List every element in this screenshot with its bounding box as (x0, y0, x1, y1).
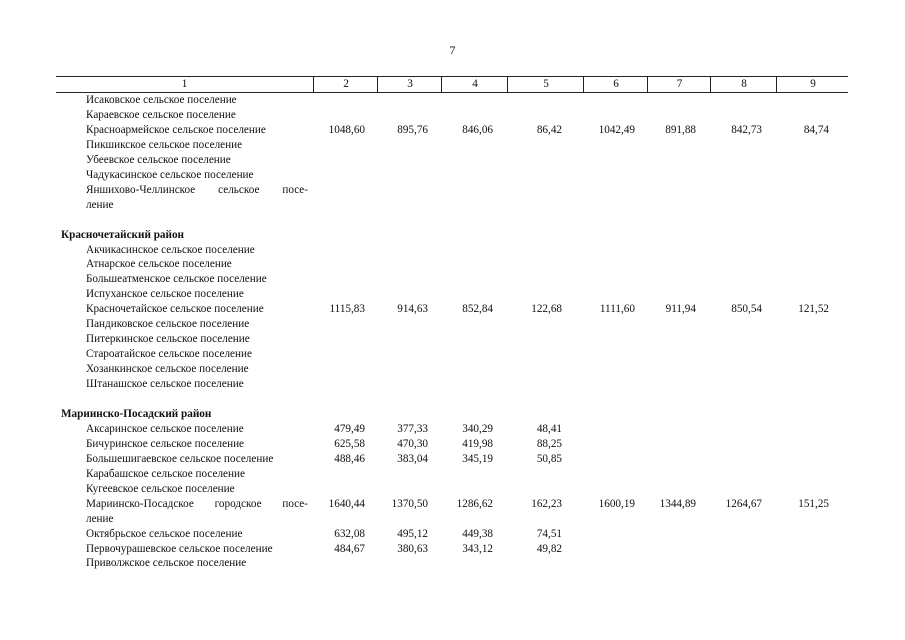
district-row (0, 407, 905, 422)
value-cell-col-3: 377,33 (397, 422, 428, 435)
value-cell-col-4: 419,98 (462, 437, 493, 450)
value-cell-col-2: 1048,60 (328, 123, 365, 136)
settlement-name: Хозанкинское сельское поселение (86, 363, 249, 376)
table-header (56, 76, 848, 93)
table-row (0, 512, 905, 527)
value-cell-col-5: 162,23 (531, 497, 562, 510)
value-cell-col-2: 488,46 (334, 452, 365, 465)
column-header-3: 3 (377, 77, 442, 92)
value-cell-col-5: 48,41 (536, 422, 562, 435)
page-number: 7 (449, 43, 456, 57)
value-cell-col-2: 484,67 (334, 542, 365, 555)
settlement-name: Питеркинское сельское поселение (86, 333, 250, 346)
value-cell-col-5: 74,51 (536, 527, 562, 540)
table-row (0, 93, 905, 108)
settlement-name: Чадукасинское сельское поселение (86, 168, 254, 181)
value-cell-col-7: 891,88 (665, 123, 696, 136)
district-name: Мариинско-Посадский район (61, 407, 212, 420)
settlement-name: Кугеевское сельское поселение (86, 482, 235, 495)
settlement-name: Убеевское сельское поселение (86, 153, 231, 166)
column-header-1: 1 (181, 78, 188, 90)
table-row (0, 302, 905, 317)
settlement-name: Карабашское сельское поселение (86, 467, 245, 480)
value-cell-col-5: 86,42 (536, 123, 562, 136)
column-header-5: 5 (507, 77, 584, 92)
settlement-name: ление (86, 198, 114, 211)
settlement-name: Приволжское сельское поселение (86, 557, 247, 570)
value-cell-col-9: 151,25 (798, 497, 829, 510)
value-cell-col-9: 84,74 (803, 123, 829, 136)
settlement-name: Староатайское сельское поселение (86, 348, 252, 361)
table-row (0, 243, 905, 258)
value-cell-col-4: 340,29 (462, 422, 493, 435)
column-header-6: 6 (583, 77, 648, 92)
table-row (0, 452, 905, 467)
column-header-8: 8 (710, 77, 777, 92)
table-row (0, 332, 905, 347)
settlement-name: Исаковское сельское поселение (86, 94, 237, 106)
value-cell-col-8: 842,73 (731, 123, 762, 136)
value-cell-col-4: 1286,62 (456, 497, 493, 510)
value-cell-col-7: 1344,89 (659, 497, 696, 510)
district-row (0, 228, 905, 243)
settlement-name: Пикшикское сельское поселение (86, 138, 243, 151)
table-row (0, 437, 905, 452)
value-cell-col-3: 914,63 (397, 303, 428, 316)
table-row (0, 347, 905, 362)
settlement-name: Караевское сельское поселение (86, 108, 236, 121)
value-cell-col-4: 846,06 (462, 123, 493, 136)
value-cell-col-6: 1111,60 (599, 303, 635, 316)
table-row (0, 317, 905, 332)
value-cell-col-2: 479,49 (334, 422, 365, 435)
table-row (0, 183, 905, 198)
settlement-name: Октябрьское сельское поселение (86, 527, 243, 540)
settlement-name: Атнарское сельское поселение (86, 258, 232, 271)
settlement-name: Штанашское сельское поселение (86, 378, 244, 391)
settlement-name: ление (86, 512, 114, 525)
settlement-name: Большеатменское сельское поселение (86, 273, 267, 286)
district-name: Красночетайский район (61, 228, 184, 241)
value-cell-col-2: 1640,44 (328, 497, 365, 510)
settlement-name: Испуханское сельское поселение (86, 288, 244, 301)
table-row (0, 168, 905, 183)
value-cell-col-7: 911,94 (665, 303, 696, 316)
table-row (0, 377, 905, 392)
value-cell-col-3: 895,76 (397, 123, 428, 136)
settlement-name: Мариинско-Посадское городское посе- (86, 497, 308, 510)
table-row (0, 257, 905, 272)
value-cell-col-9: 121,52 (798, 303, 829, 316)
table-row (0, 362, 905, 377)
value-cell-col-3: 470,30 (397, 437, 428, 450)
value-cell-col-2: 1115,83 (329, 303, 365, 316)
column-header-7: 7 (647, 77, 711, 92)
value-cell-col-4: 449,38 (462, 527, 493, 540)
settlement-name: Первочурашевское сельское поселение (86, 542, 273, 555)
value-cell-col-5: 49,82 (536, 542, 562, 555)
column-header-2: 2 (313, 77, 378, 92)
table-row (0, 123, 905, 138)
table-row (0, 153, 905, 168)
settlement-name: Аксаринское сельское поселение (86, 422, 244, 435)
table-row (0, 556, 905, 571)
value-cell-col-3: 383,04 (397, 452, 428, 465)
table-row (0, 497, 905, 512)
value-cell-col-8: 850,54 (731, 303, 762, 316)
value-cell-col-4: 852,84 (462, 303, 493, 316)
settlement-name: Большешигаевское сельское поселение (86, 452, 274, 465)
value-cell-col-5: 50,85 (536, 452, 562, 465)
table-row (0, 198, 905, 213)
value-cell-col-6: 1042,49 (598, 123, 635, 136)
column-header-4: 4 (441, 77, 508, 92)
table-row (0, 108, 905, 123)
value-cell-col-3: 380,63 (397, 542, 428, 555)
table-row (0, 482, 905, 497)
table-row (0, 138, 905, 153)
table-row (0, 527, 905, 542)
settlement-name: Бичуринское сельское поселение (86, 437, 245, 450)
table-row (0, 287, 905, 302)
value-cell-col-2: 625,58 (334, 437, 365, 450)
table-row (0, 422, 905, 437)
value-cell-col-4: 345,19 (462, 452, 493, 465)
value-cell-col-2: 632,08 (334, 527, 365, 540)
table-row (0, 467, 905, 482)
value-cell-col-3: 495,12 (397, 527, 428, 540)
value-cell-col-4: 343,12 (462, 542, 493, 555)
table-row (0, 542, 905, 557)
value-cell-col-6: 1600,19 (598, 497, 635, 510)
settlement-name: Красночетайское сельское поселение (86, 303, 264, 316)
settlement-name: Акчикасинское сельское поселение (86, 243, 255, 256)
value-cell-col-5: 88,25 (536, 437, 562, 450)
value-cell-col-3: 1370,50 (391, 497, 428, 510)
value-cell-col-5: 122,68 (531, 303, 562, 316)
settlement-name: Яншихово-Челлинское сельское посе- (86, 183, 308, 196)
table-row (0, 272, 905, 287)
settlement-name: Пандиковское сельское поселение (86, 318, 250, 331)
value-cell-col-8: 1264,67 (725, 497, 762, 510)
column-header-9: 9 (776, 77, 849, 92)
settlement-name: Красноармейское сельское поселение (86, 123, 266, 136)
